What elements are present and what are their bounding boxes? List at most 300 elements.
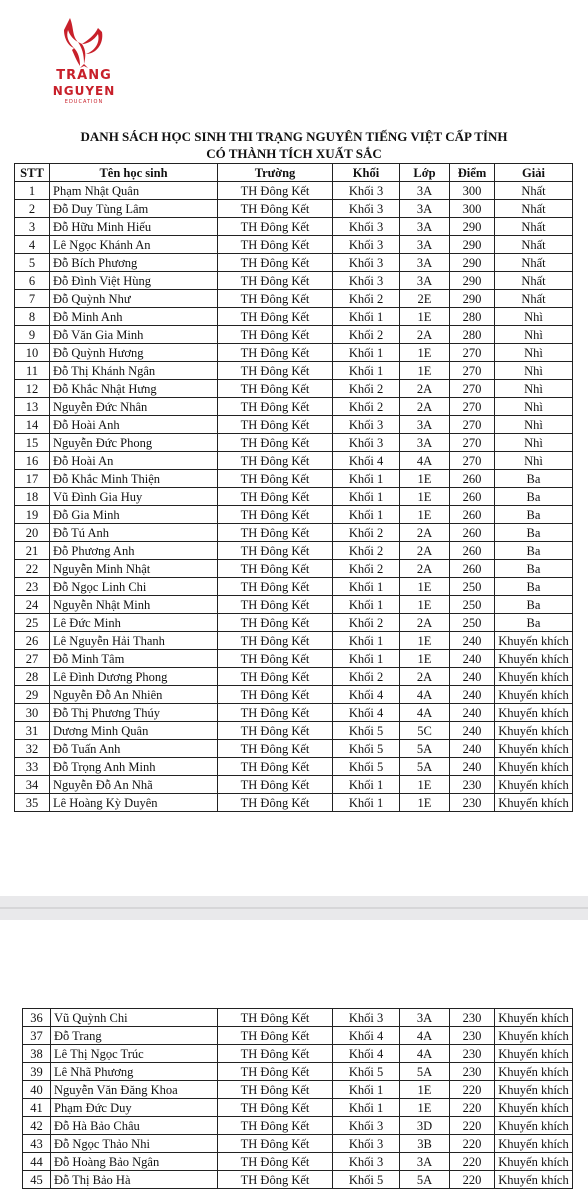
table-row [15,434,573,452]
cell-class: 1E [400,362,450,380]
cell-name: Vũ Đình Gia Huy [50,488,218,506]
table-row [15,596,573,614]
cell-stt: 23 [15,578,50,596]
cell-score: 290 [450,218,495,236]
cell-class: 1E [400,578,450,596]
cell-stt: 24 [15,596,50,614]
cell-stt: 34 [15,776,50,794]
cell-score: 260 [450,524,495,542]
cell-class: 4A [400,686,450,704]
cell-award: Khuyến khích [495,1171,573,1189]
cell-name: Đỗ Hoài An [50,452,218,470]
cell-school: TH Đông Kết [218,1099,333,1117]
cell-stt: 39 [23,1063,51,1081]
cell-stt: 6 [15,272,50,290]
cell-name: Đỗ Hữu Minh Hiếu [50,218,218,236]
cell-stt: 38 [23,1045,51,1063]
table-row [23,1153,573,1171]
table-row [15,758,573,776]
cell-class: 5A [400,758,450,776]
cell-name: Dương Minh Quân [50,722,218,740]
cell-name: Đỗ Quỳnh Như [50,290,218,308]
cell-stt: 14 [15,416,50,434]
cell-class: 3A [400,272,450,290]
cell-school: TH Đông Kết [218,668,333,686]
table-row [15,272,573,290]
cell-school: TH Đông Kết [218,254,333,272]
cell-grade: Khối 3 [333,236,400,254]
cell-stt: 5 [15,254,50,272]
cell-stt: 25 [15,614,50,632]
cell-class: 2A [400,542,450,560]
cell-stt: 40 [23,1081,51,1099]
cell-school: TH Đông Kết [218,722,333,740]
cell-school: TH Đông Kết [218,776,333,794]
cell-school: TH Đông Kết [218,182,333,200]
cell-score: 290 [450,236,495,254]
table-row [15,722,573,740]
cell-name: Đỗ Khắc Nhật Hưng [50,380,218,398]
cell-score: 260 [450,488,495,506]
cell-award: Nhất [495,236,573,254]
cell-award: Khuyến khích [495,722,573,740]
cell-stt: 8 [15,308,50,326]
cell-award: Khuyến khích [495,776,573,794]
cell-score: 260 [450,560,495,578]
cell-stt: 15 [15,434,50,452]
cell-score: 290 [450,254,495,272]
table-row [23,1045,573,1063]
cell-name: Đỗ Ngọc Linh Chi [50,578,218,596]
cell-stt: 7 [15,290,50,308]
cell-school: TH Đông Kết [218,542,333,560]
cell-grade: Khối 2 [333,290,400,308]
table-row [15,488,573,506]
cell-score: 240 [450,632,495,650]
cell-grade: Khối 2 [333,614,400,632]
cell-school: TH Đông Kết [218,614,333,632]
cell-award: Khuyến khích [495,1081,573,1099]
cell-grade: Khối 1 [333,578,400,596]
brand-line2: NGUYEN [52,84,116,98]
table-row [15,416,573,434]
cell-stt: 10 [15,344,50,362]
cell-name: Đỗ Duy Tùng Lâm [50,200,218,218]
cell-stt: 32 [15,740,50,758]
cell-class: 4A [400,452,450,470]
cell-name: Đỗ Bích Phương [50,254,218,272]
cell-score: 230 [450,1063,495,1081]
cell-grade: Khối 1 [333,470,400,488]
cell-award: Khuyến khích [495,1099,573,1117]
cell-grade: Khối 4 [333,1027,400,1045]
cell-school: TH Đông Kết [218,560,333,578]
cell-stt: 3 [15,218,50,236]
cell-grade: Khối 3 [333,200,400,218]
cell-name: Nguyễn Đức Nhân [50,398,218,416]
cell-score: 240 [450,758,495,776]
table-row [15,740,573,758]
header-award: Giải [495,164,573,182]
cell-score: 260 [450,506,495,524]
cell-grade: Khối 3 [333,416,400,434]
cell-class: 1E [400,506,450,524]
cell-score: 220 [450,1171,495,1189]
table-row [15,668,573,686]
cell-grade: Khối 1 [333,596,400,614]
cell-award: Khuyến khích [495,650,573,668]
cell-award: Nhất [495,182,573,200]
cell-school: TH Đông Kết [218,380,333,398]
header-score: Điểm [450,164,495,182]
cell-class: 2A [400,380,450,398]
cell-stt: 44 [23,1153,51,1171]
cell-grade: Khối 3 [333,1153,400,1171]
cell-grade: Khối 2 [333,524,400,542]
cell-class: 2A [400,560,450,578]
cell-school: TH Đông Kết [218,434,333,452]
table-row [23,1171,573,1189]
cell-award: Khuyến khích [495,1117,573,1135]
cell-name: Nguyễn Văn Đăng Khoa [51,1081,218,1099]
cell-grade: Khối 4 [333,686,400,704]
cell-award: Nhất [495,200,573,218]
cell-class: 3A [400,236,450,254]
cell-school: TH Đông Kết [218,416,333,434]
cell-score: 220 [450,1117,495,1135]
cell-grade: Khối 3 [333,254,400,272]
cell-award: Ba [495,560,573,578]
cell-school: TH Đông Kết [218,200,333,218]
cell-name: Đỗ Khắc Minh Thiện [50,470,218,488]
cell-award: Khuyến khích [495,704,573,722]
cell-grade: Khối 5 [333,758,400,776]
cell-award: Khuyến khích [495,1135,573,1153]
cell-class: 2A [400,668,450,686]
cell-stt: 28 [15,668,50,686]
cell-class: 3A [400,1153,450,1171]
table-row [23,1099,573,1117]
cell-award: Nhất [495,272,573,290]
cell-award: Khuyến khích [495,668,573,686]
cell-grade: Khối 3 [333,272,400,290]
cell-grade: Khối 2 [333,542,400,560]
table-row [15,452,573,470]
cell-award: Khuyến khích [495,794,573,812]
table-body-1 [15,182,573,812]
separator-line [0,907,588,909]
table-row [15,686,573,704]
cell-class: 1E [400,650,450,668]
cell-award: Ba [495,524,573,542]
cell-award: Nhì [495,326,573,344]
table-row [23,1009,573,1027]
results-table-2 [22,1008,573,1189]
cell-stt: 2 [15,200,50,218]
header-class: Lớp [400,164,450,182]
cell-school: TH Đông Kết [218,272,333,290]
table-row [15,470,573,488]
cell-grade: Khối 4 [333,452,400,470]
cell-grade: Khối 3 [333,1117,400,1135]
cell-name: Nguyễn Đỗ An Nhã [50,776,218,794]
cell-grade: Khối 3 [333,1009,400,1027]
table-row [23,1081,573,1099]
cell-school: TH Đông Kết [218,398,333,416]
cell-score: 240 [450,722,495,740]
cell-score: 280 [450,326,495,344]
cell-grade: Khối 3 [333,434,400,452]
table-row [15,398,573,416]
cell-award: Ba [495,614,573,632]
cell-grade: Khối 5 [333,1063,400,1081]
cell-class: 1E [400,488,450,506]
cell-score: 240 [450,668,495,686]
cell-school: TH Đông Kết [218,686,333,704]
cell-school: TH Đông Kết [218,506,333,524]
cell-name: Đỗ Thị Phương Thúy [50,704,218,722]
title-line-1: DANH SÁCH HỌC SINH THI TRẠNG NGUYÊN TIẾNG VIỆT CẤP TỈNH [80,129,508,144]
cell-grade: Khối 3 [333,218,400,236]
cell-class: 5A [400,740,450,758]
results-table-1 [14,163,573,812]
cell-school: TH Đông Kết [218,650,333,668]
cell-grade: Khối 5 [333,722,400,740]
cell-name: Lê Nhã Phương [51,1063,218,1081]
cell-name: Lê Hoàng Kỳ Duyên [50,794,218,812]
table-body-2 [23,1009,573,1189]
brand-line3: EDUCATION [64,99,104,105]
cell-grade: Khối 2 [333,398,400,416]
cell-name: Đỗ Hà Bảo Châu [51,1117,218,1135]
cell-stt: 42 [23,1117,51,1135]
cell-grade: Khối 2 [333,560,400,578]
cell-stt: 16 [15,452,50,470]
cell-class: 2A [400,614,450,632]
cell-name: Đỗ Phương Anh [50,542,218,560]
table-row [15,776,573,794]
cell-school: TH Đông Kết [218,452,333,470]
cell-name: Đỗ Văn Gia Minh [50,326,218,344]
cell-award: Khuyến khích [495,758,573,776]
brand-line1: TRANG [56,68,112,83]
cell-class: 4A [400,1027,450,1045]
table-row [15,632,573,650]
cell-award: Khuyến khích [495,632,573,650]
title-line-2: CÓ THÀNH TÍCH XUẤT SẮC [206,146,382,161]
cell-score: 240 [450,650,495,668]
cell-grade: Khối 2 [333,380,400,398]
cell-class: 2A [400,398,450,416]
cell-school: TH Đông Kết [218,290,333,308]
cell-award: Nhì [495,434,573,452]
cell-grade: Khối 2 [333,326,400,344]
cell-class: 4A [400,704,450,722]
cell-score: 230 [450,1027,495,1045]
cell-grade: Khối 1 [333,794,400,812]
cell-school: TH Đông Kết [218,344,333,362]
cell-name: Đỗ Minh Tâm [50,650,218,668]
cell-class: 3A [400,254,450,272]
cell-class: 3A [400,218,450,236]
cell-name: Phạm Đức Duy [51,1099,218,1117]
cell-name: Nguyễn Đức Phong [50,434,218,452]
cell-class: 1E [400,470,450,488]
cell-stt: 1 [15,182,50,200]
cell-grade: Khối 1 [333,488,400,506]
cell-class: 1E [400,776,450,794]
cell-class: 3A [400,434,450,452]
cell-award: Nhất [495,254,573,272]
cell-award: Khuyến khích [495,1063,573,1081]
cell-name: Đỗ Tú Anh [50,524,218,542]
table-row [15,200,573,218]
cell-stt: 12 [15,380,50,398]
cell-class: 5C [400,722,450,740]
cell-score: 220 [450,1099,495,1117]
cell-name: Đỗ Trang [51,1027,218,1045]
table-row [23,1117,573,1135]
table-row [15,254,573,272]
cell-stt: 22 [15,560,50,578]
table-row [15,560,573,578]
cell-award: Nhì [495,416,573,434]
cell-score: 270 [450,416,495,434]
table-header-row [15,164,573,182]
header-school: Trường [218,164,333,182]
cell-score: 260 [450,470,495,488]
cell-name: Đỗ Hoài Anh [50,416,218,434]
cell-award: Nhì [495,344,573,362]
cell-award: Khuyến khích [495,1153,573,1171]
cell-name: Đỗ Ngọc Thảo Nhi [51,1135,218,1153]
cell-stt: 33 [15,758,50,776]
cell-school: TH Đông Kết [218,362,333,380]
table-row [15,794,573,812]
cell-class: 2E [400,290,450,308]
cell-award: Nhì [495,398,573,416]
cell-name: Vũ Quỳnh Chi [51,1009,218,1027]
cell-score: 240 [450,704,495,722]
table-row [15,704,573,722]
phoenix-icon [44,14,124,70]
cell-stt: 9 [15,326,50,344]
cell-stt: 36 [23,1009,51,1027]
cell-award: Khuyến khích [495,1027,573,1045]
cell-grade: Khối 4 [333,704,400,722]
cell-name: Đỗ Minh Anh [50,308,218,326]
cell-grade: Khối 5 [333,1171,400,1189]
cell-name: Đỗ Đình Việt Hùng [50,272,218,290]
cell-stt: 30 [15,704,50,722]
cell-school: TH Đông Kết [218,1063,333,1081]
cell-school: TH Đông Kết [218,740,333,758]
cell-stt: 45 [23,1171,51,1189]
cell-stt: 31 [15,722,50,740]
cell-stt: 18 [15,488,50,506]
cell-school: TH Đông Kết [218,218,333,236]
cell-name: Đỗ Thị Khánh Ngân [50,362,218,380]
cell-school: TH Đông Kết [218,758,333,776]
cell-school: TH Đông Kết [218,308,333,326]
cell-award: Ba [495,578,573,596]
cell-award: Khuyến khích [495,740,573,758]
cell-stt: 21 [15,542,50,560]
cell-class: 3A [400,416,450,434]
table-row [15,344,573,362]
table-row [23,1063,573,1081]
cell-grade: Khối 5 [333,740,400,758]
cell-name: Nguyễn Đỗ An Nhiên [50,686,218,704]
cell-class: 3A [400,1009,450,1027]
cell-grade: Khối 1 [333,650,400,668]
cell-award: Nhất [495,218,573,236]
cell-grade: Khối 4 [333,1045,400,1063]
cell-class: 2A [400,524,450,542]
cell-school: TH Đông Kết [218,488,333,506]
cell-school: TH Đông Kết [218,1117,333,1135]
page-title [0,128,588,162]
cell-award: Nhì [495,308,573,326]
cell-stt: 41 [23,1099,51,1117]
cell-award: Ba [495,596,573,614]
cell-award: Nhì [495,452,573,470]
cell-award: Ba [495,470,573,488]
cell-class: 3B [400,1135,450,1153]
cell-grade: Khối 1 [333,344,400,362]
cell-grade: Khối 1 [333,632,400,650]
cell-award: Khuyến khích [495,686,573,704]
cell-score: 230 [450,794,495,812]
cell-score: 300 [450,200,495,218]
cell-score: 220 [450,1135,495,1153]
cell-grade: Khối 1 [333,1099,400,1117]
cell-name: Đỗ Gia Minh [50,506,218,524]
cell-score: 220 [450,1153,495,1171]
cell-score: 270 [450,380,495,398]
cell-score: 240 [450,686,495,704]
cell-class: 1E [400,596,450,614]
cell-class: 1E [400,794,450,812]
cell-school: TH Đông Kết [218,1171,333,1189]
cell-score: 250 [450,578,495,596]
cell-school: TH Đông Kết [218,1009,333,1027]
cell-class: 3A [400,200,450,218]
cell-award: Ba [495,506,573,524]
cell-award: Ba [495,542,573,560]
cell-school: TH Đông Kết [218,1027,333,1045]
cell-grade: Khối 3 [333,182,400,200]
cell-stt: 43 [23,1135,51,1153]
table-row [15,182,573,200]
cell-name: Lê Thị Ngọc Trúc [51,1045,218,1063]
cell-name: Lê Đình Dương Phong [50,668,218,686]
cell-school: TH Đông Kết [218,794,333,812]
cell-class: 1E [400,308,450,326]
cell-award: Nhì [495,362,573,380]
cell-score: 260 [450,542,495,560]
brand-logo [44,14,124,106]
cell-grade: Khối 1 [333,1081,400,1099]
cell-score: 230 [450,776,495,794]
cell-class: 5A [400,1063,450,1081]
cell-school: TH Đông Kết [218,236,333,254]
cell-name: Đỗ Quỳnh Hương [50,344,218,362]
cell-name: Lê Nguyễn Hải Thanh [50,632,218,650]
cell-school: TH Đông Kết [218,596,333,614]
cell-name: Đỗ Trọng Anh Minh [50,758,218,776]
cell-stt: 20 [15,524,50,542]
